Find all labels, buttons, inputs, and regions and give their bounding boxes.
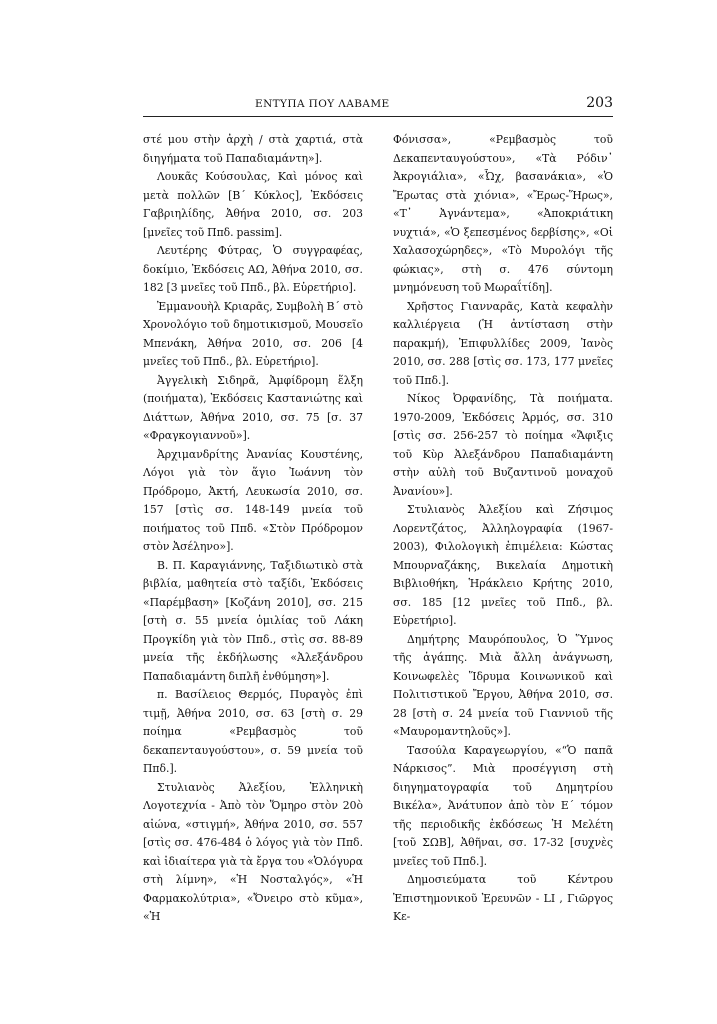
entry: Στυλιανὸς Ἀλεξίου, Ἑλληνικὴ Λογοτεχνία - Ἀπὸ τὸν Ὅμηρο στὸν 20ὸ αἰώνα, «στιγμή», Ἀθήνα 2010, σσ. 557 [στὶς σσ. 476-484 ὁ λόγος γιὰ τὸν Ππδ. καὶ ἰδιαίτερα γιὰ τὰ ἔργα του «Ὁλόγυρα στὴ λίμνη», «Ἡ Νοσταλγός», «Ἡ Φαρμακολύτρια», «Ὄνειρο στὸ κῦμα», «Ἡ bbox=[143, 780, 363, 923]
entry: Νίκος Ὀρφανίδης, Τὰ ποιήματα. 1970-2009, Ἐκδόσεις Ἁρμός, σσ. 310 [στὶς σσ. 256-257 τὸ ποίημα «Ἄφιξις τοῦ Κὺρ Ἀλεξάνδρου Παπαδιαμάντη στὴν αὐλὴ τοῦ Βυζαντινοῦ μοναχοῦ Ἀνανίου»]. bbox=[393, 392, 613, 498]
right-column bbox=[393, 131, 613, 927]
page-number: 203 bbox=[586, 95, 613, 111]
header-rule bbox=[143, 116, 613, 117]
running-head: ΕΝΤΥΠΑ ΠΟΥ ΛΑΒΑΜΕ bbox=[255, 98, 390, 110]
entry: Δημοσιεύματα τοῦ Κέντρου Ἐπιστημονικοῦ Ἐρευνῶν - LI , Γιῶργος Κε- bbox=[393, 873, 613, 923]
entry: Δημήτρης Μαυρόπουλος, Ὁ Ὕμνος τῆς ἀγάπης. Μιὰ ἄλλη ἀνάγνωση, Κοινωφελὲς Ἵδρυμα Κοινωνικοῦ καὶ Πολιτιστικοῦ Ἔργου, Ἀθήνα 2010, σσ. 28 [στὴ σ. 24 μνεία τοῦ Γιαννιοῦ τῆς «Μαυρομαντηλοῦς»]. bbox=[393, 632, 613, 738]
entry: Λευτέρης Φύτρας, Ὁ συγγραφέας, δοκίμιο, Ἐκδόσεις ΑΩ, Ἀθήνα 2010, σσ. 182 [3 μνεῖες τοῦ Ππδ., βλ. Εὑρετήριο]. bbox=[143, 244, 363, 294]
entry: Στυλιανὸς Ἀλεξίου καὶ Ζήσιμος Λορεντζάτος, Ἀλληλογραφία (1967-2003), Φιλολογικὴ ἐπιμέλεια: Κώστας Μπουρναζάκης, Βικελαία Δημοτικὴ Βιβλιοθήκη, Ἡράκλειο Κρήτης 2010, σσ. 185 [12 μνεῖες τοῦ Ππδ., βλ. Εὑρετήριο]. bbox=[393, 503, 613, 627]
page-header bbox=[143, 96, 613, 116]
left-column bbox=[143, 131, 363, 927]
entry: Λουκᾶς Κούσουλας, Καὶ μόνος καὶ μετὰ πολλῶν [Β΄ Κύκλος], Ἐκδόσεις Γαβριηλίδης, Ἀθήνα 2010, σσ. 203 [μνεῖες τοῦ Ππδ. passim]. bbox=[143, 170, 363, 239]
entry-continuation: Φόνισσα», «Ρεμβασμὸς τοῦ Δεκαπενταυγούστου», «Τὰ Ρόδιν᾽ Ἀκρογιάλια», «Ὦχ, βασανάκια», «Ὁ Ἔρωτας στὰ χιόνια», «Ἔρως-Ἥρως», «Τ᾽ Ἀγνάντεμα», «Ἀποκριάτικη νυχτιά», «Ὁ ξεπεσμένος δερβίσης», «Οἱ Χαλασοχώρηδες», «Τὸ Μυρολόγι τῆς φώκιας», στὴ σ. 476 σύντομη μνημόνευση τοῦ Μωραΐτίδη]. bbox=[393, 133, 613, 294]
entry: Ἐμμανουὴλ Κριαρᾶς, Συμβολὴ Β΄ στὸ Χρονολόγιο τοῦ δημοτικισμοῦ, Μουσεῖο Μπενάκη, Ἀθήνα 2010, σσ. 206 [4 μνεῖες τοῦ Ππδ., βλ. Εὑρετήριο]. bbox=[143, 299, 363, 368]
entry: Τασούλα Καραγεωργίου, «“Ὁ παπᾶ Νάρκισος”. Μιὰ προσέγγιση στὴ διηγηματογραφία τοῦ Δημητρίου Βικέλα», Ἀνάτυπον ἀπὸ τὸν Ε΄ τόμον τῆς περιοδικῆς ἐκδόσεως Ἡ Μελέτη [τοῦ ΣΩΒ], Ἀθῆναι, σσ. 17-32 [συχνὲς μνεῖες τοῦ Ππδ.]. bbox=[393, 743, 613, 868]
entry: π. Βασίλειος Θερμός, Πυραγὸς ἐπὶ τιμῇ, Ἀθήνα 2010, σσ. 63 [στὴ σ. 29 ποίημα «Ρεμβασμὸς τοῦ δεκαπενταυγούστου», σ. 59 μνεία τοῦ Ππδ.]. bbox=[143, 688, 363, 775]
entry: Β. Π. Καραγιάννης, Ταξιδιωτικὸ στὰ βιβλία, μαθητεία στὸ ταξίδι, Ἐκδόσεις «Παρέμβαση» [Κοζάνη 2010], σσ. 215 [στὴ σ. 55 μνεία ὁμιλίας τοῦ Λάκη Προγκίδη γιὰ τὸν Ππδ., στὶς σσ. 88-89 μνεία τῆς ἐκδήλωσης «Ἀλεξάνδρου Παπαδιαμάντη διπλῆ ἐνθύμηση»]. bbox=[143, 558, 363, 683]
entry-continuation: στέ μου στὴν ἀρχὴ / στὰ χαρτιά, στὰ διηγήματα τοῦ Παπαδιαμάντη»]. bbox=[143, 133, 363, 165]
entry: Ἀρχιμανδρίτης Ἀνανίας Κουστένης, Λόγοι γιὰ τὸν ἅγιο Ἰωάννη τὸν Πρόδρομο, Ἀκτή, Λευκωσία 2010, σσ. 157 [στὶς σσ. 148-149 μνεία τοῦ ποιήματος τοῦ Ππδ. «Στὸν Πρόδρομον στὸν Ἀσέληνο»]. bbox=[143, 447, 363, 553]
entry: Χρῆστος Γιανναρᾶς, Κατὰ κεφαλὴν καλλιέργεια (Ἡ ἀντίσταση στὴν παρακμή), Ἐπιφυλλίδες 2009, Ἰανὸς 2010, σσ. 288 [στὶς σσ. 173, 177 μνεῖες τοῦ Ππδ.]. bbox=[393, 299, 613, 387]
entry: Ἀγγελικὴ Σιδηρᾶ, Ἀμφίδρομη ἕλξη (ποιήματα), Ἐκδόσεις Καστανιώτης καὶ Διάττων, Ἀθήνα 2010, σσ. 75 [σ. 37 «Φραγκογιαννοῦ»]. bbox=[143, 373, 363, 442]
